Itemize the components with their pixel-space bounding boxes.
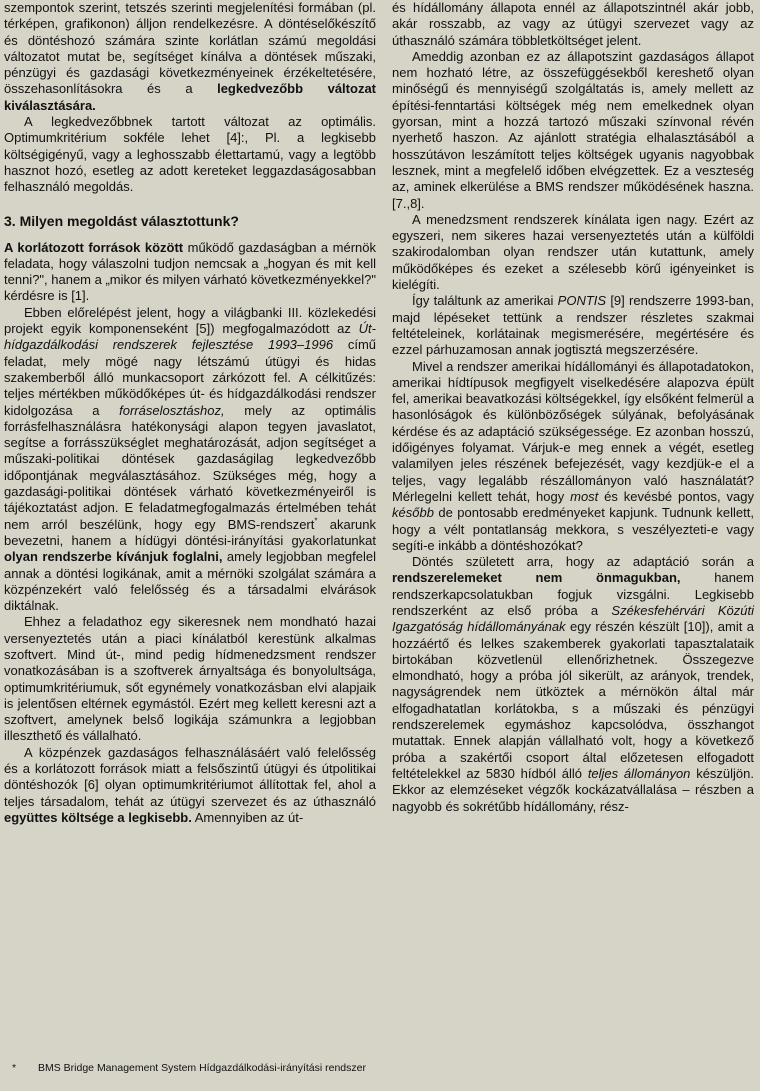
paragraph: Döntés született arra, hogy az adaptáció során a rendszerelemeket nem önmagukban, hanem rendszerkapcsolatukban fogjuk vizsgálni. Legkisebb rendszerként az első próba a Székesfehérvári Közúti Igazgatóság hídállományának egy részén készült [10]), amit a hozzáértő és lelkes szakemberek gyakorlati tapasztalataik birtokában közvetlenül ellenőrizhetnek. Összegezve elmondható, hogy a próba jól sikerült, az arányok, trendek, nagyságrendek nem ütköztek a mérnökön által már elfogadhatatlan korlátokba, s a műszaki és pénzügyi rendszerelemek egymáshoz kapcsolódva, összhangot mutattak. Ennek alapján vállalható volt, hogy a következő próba a szakértői csoport által előzetesen elfogadott feltételekkel az 5830 hídból álló teljes állományon készüljön. Ekkor az elemzéseket végzők kockázatvállalása – részben a nagyobb és sokrétűbb hídállomány, rész- bbox=[392, 554, 755, 814]
italic-title: Út-hídgazdálkodási rendszerek fejlesztése 1993–1996 bbox=[4, 321, 376, 353]
italic-phrase: Székesfehérvári Közúti Igazgatóság hídállományának bbox=[392, 602, 754, 635]
italic-phrase: teljes állományon bbox=[587, 765, 691, 781]
bold-phrase: legkedvezőbb változat kiválasztására. bbox=[4, 81, 376, 113]
footnote-marker: * bbox=[314, 516, 318, 526]
bold-phrase: olyan rendszerbe kívánjuk foglalni, bbox=[4, 549, 223, 565]
italic-name: PONTIS bbox=[557, 293, 607, 309]
italic-word: később bbox=[392, 505, 434, 521]
paragraph: szempontok szerint, tetszés szerinti megjelenítési formában (pl. térképen, grafikonon) álljon rendelkezésre. A döntéselőkészítő és döntéshozó számára szinte korlátlan számú megoldási változatot mutat be, segítséget kínálva a döntések műszaki, pénzügyi és gazdasági következményeinek érzékeltetésére, összehasonlításokra és a legkedvezőbb változat kiválasztására. bbox=[4, 0, 376, 113]
paragraph: A korlátozott források között működő gazdaságban a mérnök feladata, hogy válaszolni tudjon nemcsak a „hogyan és mit kell tenni?", hanem a „mikor és milyen várható következményekkel?" kérdésre is [1]. bbox=[4, 239, 376, 304]
italic-word: most bbox=[570, 488, 599, 504]
paragraph: A legkedvezőbbnek tartott változat az optimális. Optimumkritérium sokféle lehet [4]:, Pl. a legkisebb költségigényű, vagy a leghosszabb élettartamú, vagy a legtöbb hasznot hozó, esetleg az adott kereteket leggazdaságosabban felhasználó megoldás. bbox=[4, 114, 376, 195]
bold-phrase: A korlátozott források között bbox=[4, 239, 184, 255]
paragraph: A menedzsment rendszerek kínálata igen nagy. Ezért az egyszeri, nem sikeres hazai versenyeztetés után a külföldi szakirodalomban olyan rendszer után kutattunk, amely működőképes és ezeket a szélesebb körű igényeinket is kielégíti. bbox=[392, 211, 754, 293]
italic-phrase: forráselosztáshoz, bbox=[119, 402, 225, 418]
right-column bbox=[392, 0, 754, 815]
paragraph: A közpénzek gazdaságos felhasználásáért való felelősség és a korlátozott források miatt a felsőszintű útügyi és útpolitikai döntéshozók [6] olyan optimumkritériumot állítottak fel, ahol a teljes társadalom, tehát az útügyi szervezet és az úthasználó együttes költsége a legkisebb. Amennyiben az út- bbox=[4, 744, 376, 825]
left-column bbox=[4, 0, 376, 826]
paragraph: Ebben előrelépést jelent, hogy a világbanki III. közlekedési projekt egyik komponenseként [5]) megfogalmazódott az Út-hídgazdálkodási rendszerek fejlesztése 1993–1996 című feladat, mely mögé nagy létszámú útügyi és hidas szakemberből álló munkacsoport zárkózott fel. A célkitűzés: teljes mértékben működőképes út- és hídgazdálkodási rendszer kidolgozása a forráselosztáshoz, mely az optimális forrásfelhasználásra hatékonysági alapon tegyen javaslatot, segítse a forrásszükséglet meghatározását, adjon segítséget a műszaki-politikai döntések gazdaságilag legkedvezőbb időpontjának megválasztásához. Szükséges még, hogy a gazdasági-politikai döntések várható következményeiről is tájékoztatást adjon. E feladatmegfogalmazás értelmében tehát nem arról beszélünk, hogy egy BMS-rendszert* akarunk bevezetni, hanem a hídügyi döntési-irányítási gyakorlatunkat olyan rendszerbe kívánjuk foglalni, amely legjobban megfelel annak a döntési logikának, amit a mérnöki szolgálat számára a közpénzekért való felelősség és a társadalmi elvárások diktálnak. bbox=[4, 304, 376, 614]
paragraph: és hídállomány állapota ennél az állapotszintnél akár jobb, akár rosszabb, az vagy az útügyi szervezet vagy az úthasználó számára többletköltséget jelent. bbox=[392, 0, 754, 48]
footnote-text: BMS Bridge Management System Hídgazdálkodási-irányítási rendszer bbox=[38, 1062, 366, 1074]
paragraph: Így találtunk az amerikai PONTIS [9] rendszerre 1993-ban, majd lépéseket tettünk a rendszer részletes szakmai feltételeinek, korlátainak megismerésére, megértésére és ezzel párhuzamosan annak jogtisztá megszerzésére. bbox=[392, 293, 754, 358]
bold-phrase: rendszerelemeket nem önmagukban, bbox=[392, 570, 681, 586]
paragraph: Ehhez a feladathoz egy sikeresnek nem mondható hazai versenyeztetés után a piaci kínálatból kerestünk alkalmas szoftvert. Mind út-, mind pedig hídmenedzsment rendszer vonatkozásában is a szoftverek árnyaltsága és bonyolultsága, optimumkritériumuk, sőt egynémely vonatkozásban elvi alapjaik is jelentősen eltérnek egymástól. Ezért meg kellett keresni azt a szoftvert, amelynek belső logikája számunkra a legjobban illeszthető és vállalható. bbox=[4, 614, 376, 744]
footnote bbox=[12, 1062, 752, 1075]
paragraph: Ameddig azonban ez az állapotszint gazdaságos állapot nem hozható létre, az összefüggésekből kereshető olyan minőségű és mennyiségű szolgáltatás is, amely mellett az építési-fenntartási költségek még nem emelkednek olyan gyorsan, mint a hozzá tartozó műszaki színvonal révén nyerhető haszon. Az ajánlott stratégia elhalasztásából a hosszútávon leszámított teljes költségek ugyanis nagyobbak lesznek, mint a megfelelő időben elvégzettek. Ez a veszteség az, aminek elkerülése a BMS rendszer működésének haszna. [7.,8]. bbox=[392, 48, 754, 211]
paragraph: Mivel a rendszer amerikai hídállományi és állapotadatokon, amerikai hídtípusok megfigyelt viselkedésére alapozva épült fel, amerikai beavatkozási költségekkel, így elsőként felmerül a hasonlóságok és különbözőségek súlyának, befolyásának kérdése és az adaptáció szükségessége. Ez azonban hosszú, időigényes folyamat. Várjuk-e meg ennek a végét, esetleg valamilyen jeles részének befejezését, vagy kezdjük-e el a teljes, vagy legalább részállományon való használatát? Mérlegelni kellett tehát, hogy most és kevésbé pontos, vagy később de pontosabb eredményeket kapjunk. Tudnunk kellett, hogy a vélt pontatlanság mekkora, s veszélyezteti-e vagy segíti-e inkább a döntéshozókat? bbox=[392, 358, 755, 553]
bold-phrase: együttes költsége a legkisebb. bbox=[4, 809, 192, 825]
footnote-marker: * bbox=[12, 1062, 17, 1074]
section-heading: 3. Milyen megoldást választottunk? bbox=[4, 212, 239, 229]
